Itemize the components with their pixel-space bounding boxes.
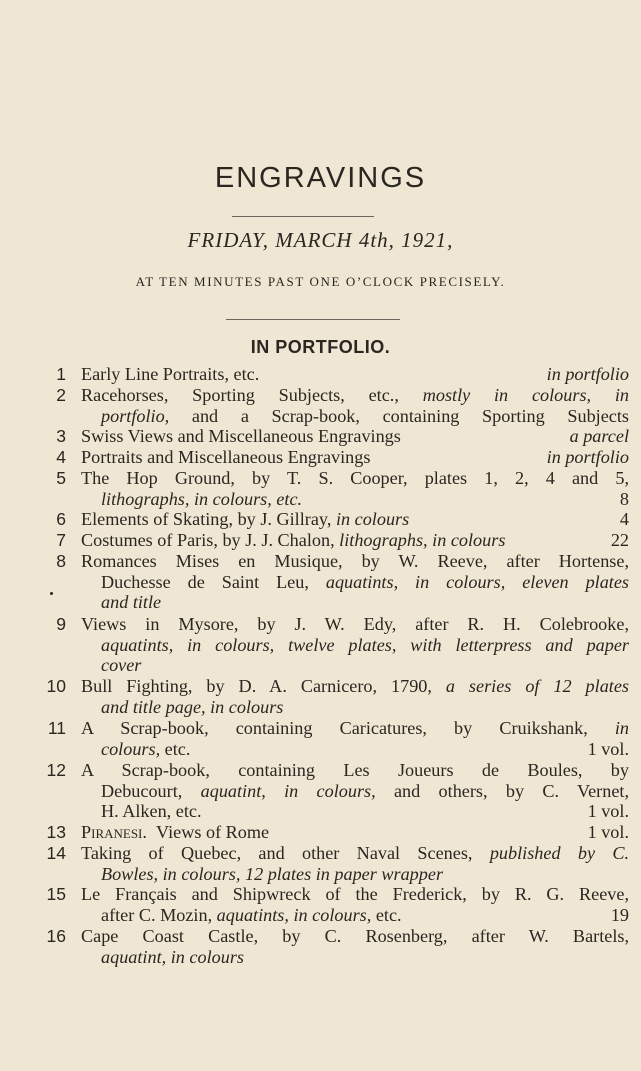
lot-description: Early Line Portraits, etc. in portfolio [81, 364, 629, 384]
lot-number: 3 [56, 426, 66, 446]
lot-number: 10 [46, 676, 66, 696]
lot-number: 11 [47, 718, 66, 738]
lot-quantity: a parcel [569, 426, 629, 446]
lot-description: Swiss Views and Miscellaneous Engravings a parcel [81, 426, 629, 446]
lot-description: The Hop Ground, by T. S. Cooper, plates 1, 2, 4 and 5, lithographs, in colours, etc. 8 [81, 468, 629, 509]
lot-number: 6 [56, 509, 66, 529]
lot-description: Cape Coast Castle, by C. Rosenberg, after W. Bartels, aquatint, in colours [81, 926, 629, 967]
lot-number: 1 [56, 364, 66, 384]
lot-quantity: 4 [619, 509, 629, 529]
lot-number: 15 [46, 884, 66, 904]
lot-description: A Scrap-book, containing Caricatures, by Cruikshank, in colours, etc. 1 vol. [81, 718, 630, 759]
sale-date: FRIDAY, MARCH 4th, 1921, [187, 228, 454, 252]
lot-number: 2 [56, 385, 66, 405]
lot-quantity: 1 vol. [587, 738, 629, 759]
section-divider [226, 319, 400, 320]
lot-number: 13 [46, 822, 66, 842]
lot-description: Taking of Quebec, and other Naval Scenes, published by C. Bowles, in colours, 12 plates in paper wrapper [81, 843, 630, 884]
lot-description: Portraits and Miscellaneous Engravings in portfolio [81, 447, 629, 467]
artist-name: Piranesi. [81, 822, 147, 842]
lot-quantity: 19 [610, 904, 629, 925]
lot-marker-dot [50, 592, 53, 595]
lot-number: 4 [56, 447, 66, 467]
lot-number: 8 [56, 551, 66, 571]
page-title: ENGRAVINGS [214, 162, 427, 194]
lot-quantity: 1 vol. [587, 801, 629, 821]
lot-description: Views in Mysore, by J. W. Edy, after R. H. Colebrooke, aquatints, in colours, twelve plates, with letterpress and paper cover [81, 614, 629, 675]
lot-quantity: 8 [619, 488, 629, 509]
lot-description: A Scrap-book, containing Les Joueurs de Boules, by Debucourt, aquatint, in colours, and others, by C. Vernet, H. Alken, etc. 1 vol. [81, 760, 630, 821]
lot-description: Racehorses, Sporting Subjects, etc., mostly in colours, in portfolio, and a Scrap-book, containing Sporting Subjects [81, 385, 630, 426]
lot-description: Le Français and Shipwreck of the Frederick, by R. G. Reeve, after C. Mozin, aquatints, in colours, etc. 19 [81, 884, 629, 925]
lot-quantity: in portfolio [546, 364, 629, 384]
lot-description: Bull Fighting, by D. A. Carnicero, 1790, a series of 12 plates and title page, in colours [81, 676, 629, 717]
lot-number: 14 [46, 843, 66, 863]
lot-number: 12 [46, 760, 66, 780]
lot-quantity: 1 vol. [587, 822, 629, 842]
lot-description: Romances Mises en Musique, by W. Reeve, after Hortense, Duchesse de Saint Leu, aquatints, in colours, eleven plates and title [81, 551, 630, 612]
lot-quantity: 22 [610, 530, 629, 550]
title-divider [232, 216, 374, 217]
lot-description: Piranesi. Views of Rome 1 vol. [81, 822, 629, 842]
lot-description: Costumes of Paris, by J. J. Chalon, lithographs, in colours 22 [81, 530, 629, 550]
lot-number: 7 [56, 530, 66, 550]
lot-quantity: in portfolio [546, 447, 629, 467]
lot-number: 9 [56, 614, 66, 634]
lot-description: Elements of Skating, by J. Gillray, in colours 4 [81, 509, 629, 529]
section-heading: IN PORTFOLIO. [250, 337, 391, 357]
sale-time: AT TEN MINUTES PAST ONE O’CLOCK PRECISELY. [135, 274, 506, 289]
lot-number: 5 [56, 468, 66, 488]
lot-number: 16 [46, 926, 66, 946]
